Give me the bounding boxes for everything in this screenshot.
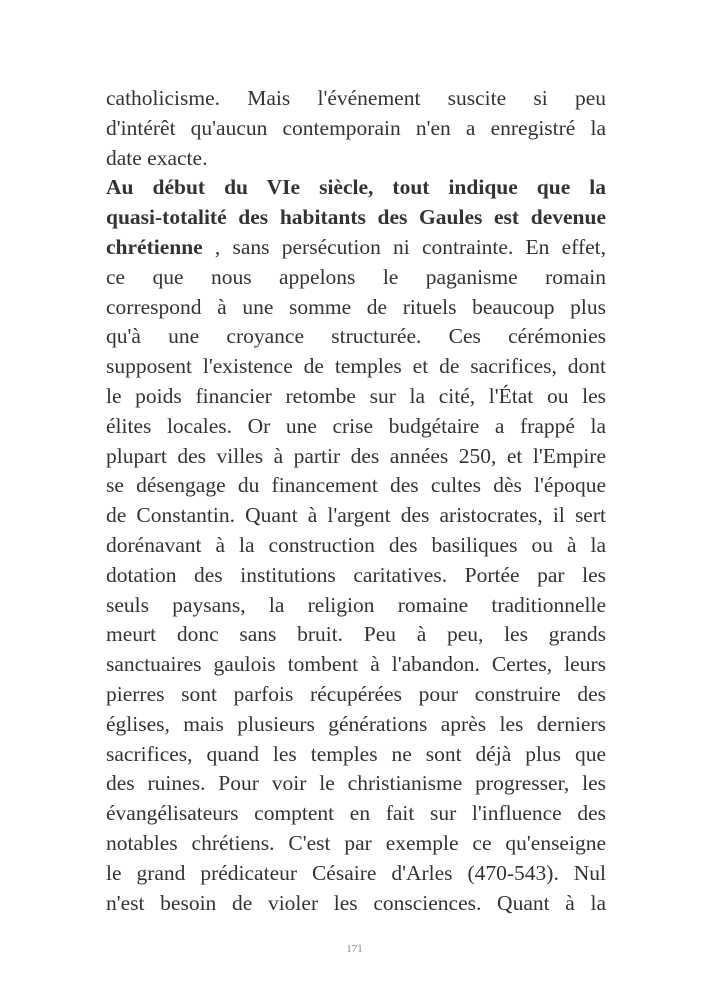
bold-text-line: quasi-totalité des habitants des Gaules est devenue xyxy=(106,205,606,230)
text-line: correspond à une somme de rituels beaucoup plus xyxy=(106,294,606,319)
text-line: catholicisme. Mais l'événement suscite si peu xyxy=(106,86,606,110)
text-line: notables chrétiens. C'est par exemple ce qu'enseigne xyxy=(106,830,606,855)
text: , sans persécution ni contrainte. En effet, xyxy=(202,234,606,259)
page-number: 171 xyxy=(346,943,363,955)
bold-text-line: Au début du VIe siècle, tout indique que la xyxy=(106,175,606,200)
body-text xyxy=(106,84,606,918)
bold-text: chrétienne xyxy=(106,234,203,259)
text-line: se désengage du financement des cultes dès l'époque xyxy=(106,473,606,498)
paragraph-2-lines xyxy=(106,263,606,919)
paragraph-1 xyxy=(106,84,606,173)
text-line: ce que nous appelons le paganisme romain xyxy=(106,264,606,289)
text-line: date exacte. xyxy=(106,145,208,170)
text-line: églises, mais plusieurs générations après les derniers xyxy=(106,711,606,736)
text-line: d'intérêt qu'aucun contemporain n'en a enregistré la xyxy=(106,115,606,140)
text-line: qu'à une croyance structurée. Ces cérémonies xyxy=(106,324,606,349)
text-line: dotation des institutions caritatives. Portée par les xyxy=(106,562,606,587)
text-line: des ruines. Pour voir le christianisme progresser, les xyxy=(106,771,606,796)
text-line: de Constantin. Quant à l'argent des aristocrates, il sert xyxy=(106,503,606,528)
text-line: évangélisateurs comptent en fait sur l'influence des xyxy=(106,801,606,826)
text-line: dorénavant à la construction des basiliques ou à la xyxy=(106,532,606,557)
text-line: plupart des villes à partir des années 250, et l'Empire xyxy=(106,443,606,468)
text-line xyxy=(106,233,606,263)
text-line: seuls paysans, la religion romaine traditionnelle xyxy=(106,592,606,617)
text-line: sanctuaires gaulois tombent à l'abandon. Certes, leurs xyxy=(106,652,606,677)
text-line: le poids financier retombe sur la cité, l'État ou les xyxy=(106,383,606,408)
text-line: meurt donc sans bruit. Peu à peu, les grands xyxy=(106,622,606,647)
text-line: supposent l'existence de temples et de sacrifices, dont xyxy=(106,354,606,379)
text-line: sacrifices, quand les temples ne sont déjà plus que xyxy=(106,741,606,766)
text-line: pierres sont parfois récupérées pour construire des xyxy=(106,681,606,706)
text-line: le grand prédicateur Césaire d'Arles (470-543). Nul xyxy=(106,860,606,885)
text-line: élites locales. Or une crise budgétaire a frappé la xyxy=(106,413,606,438)
text-line: n'est besoin de violer les consciences. Quant à la xyxy=(106,890,606,915)
paragraph-2 xyxy=(106,173,606,918)
